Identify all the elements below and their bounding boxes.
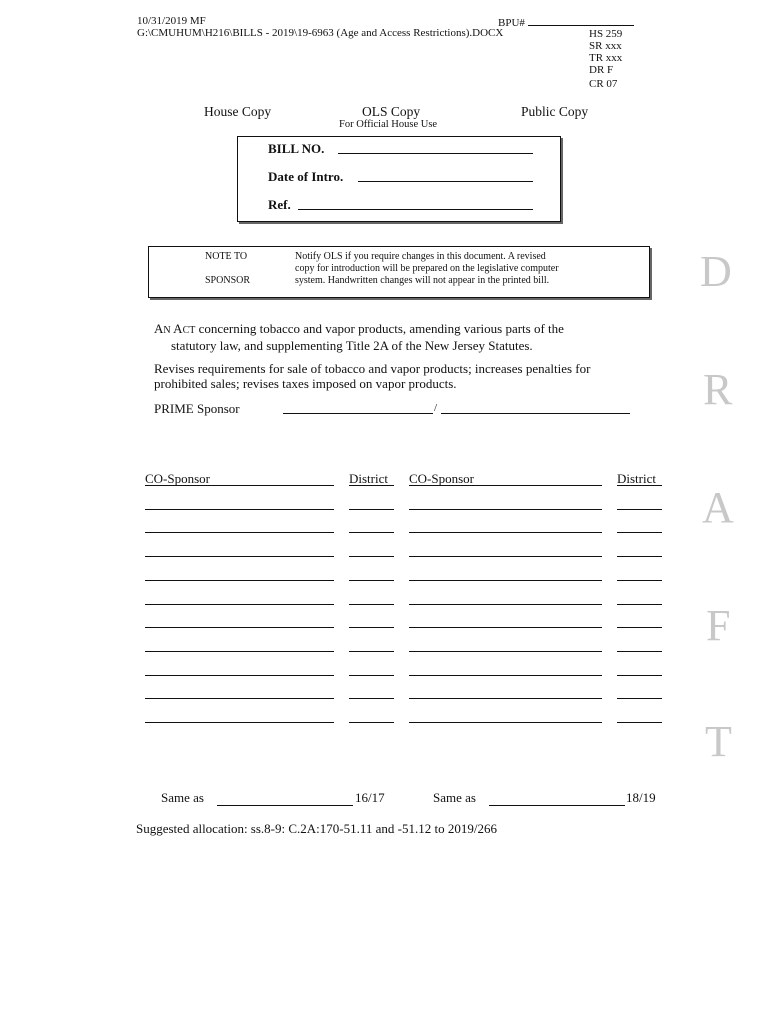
draft-watermark-r: R [703, 365, 733, 414]
draft-watermark-f: F [706, 601, 731, 650]
date-line: 10/31/2019 MF [137, 15, 206, 27]
cosponsor-name-line[interactable] [409, 485, 602, 486]
cosponsor-name-line[interactable] [145, 604, 334, 605]
act-prefix-small: CT [182, 325, 196, 336]
cosponsor-header-1: CO-Sponsor [145, 471, 211, 486]
same-as-blank-1[interactable] [217, 805, 353, 806]
cosponsor-name-line[interactable] [409, 580, 602, 581]
bpu-field [498, 15, 634, 29]
bill-no-blank[interactable] [338, 153, 533, 154]
district-line[interactable] [349, 556, 394, 557]
ols-copy-subtitle: For Official House Use [339, 119, 438, 130]
district-line[interactable] [617, 675, 662, 676]
cosponsor-name-line[interactable] [409, 651, 602, 652]
cosponsor-name-line[interactable] [409, 722, 602, 723]
cosponsor-name-line[interactable] [145, 651, 334, 652]
prime-sponsor-blank-2[interactable] [441, 413, 630, 414]
note-text [295, 251, 559, 287]
cosponsor-name-line[interactable] [145, 675, 334, 676]
draft-watermark-t: T [705, 717, 732, 766]
suggested-allocation: Suggested allocation: ss.8-9: C.2A:170-51.11 and -51.12 to 2019/266 [136, 821, 497, 836]
district-line[interactable] [617, 698, 662, 699]
district-line[interactable] [617, 580, 662, 581]
same-as-session-1: 16/17 [355, 790, 385, 805]
district-line[interactable] [349, 485, 394, 486]
code-hs: HS 259 [589, 28, 623, 40]
cosponsor-name-line[interactable] [145, 485, 334, 486]
act-title [154, 321, 684, 353]
bpu-blank [528, 15, 634, 26]
cosponsor-name-line[interactable] [145, 556, 334, 557]
prime-sponsor-separator: / [434, 402, 438, 414]
district-line[interactable] [349, 509, 394, 510]
house-copy-label: House Copy [204, 104, 272, 119]
code-sr: SR xxx [589, 40, 622, 52]
act-prefix: A [154, 321, 164, 336]
code-tr: TR xxx [589, 52, 623, 64]
cosponsor-name-line[interactable] [145, 722, 334, 723]
code-cr: CR 07 [589, 78, 618, 90]
file-path: G:\CMUHUM\H216\BILLS - 2019\19-6963 (Age and Access Restrictions).DOCX [137, 27, 504, 39]
note-to-sponsor-box [148, 246, 650, 298]
cosponsor-name-line[interactable] [145, 698, 334, 699]
district-line[interactable] [349, 698, 394, 699]
district-line[interactable] [617, 604, 662, 605]
same-as-blank-2[interactable] [489, 805, 625, 806]
ref-label: Ref. [268, 197, 291, 212]
cosponsor-name-line[interactable] [145, 627, 334, 628]
act-line-1 [154, 321, 684, 338]
bill-codes [589, 28, 622, 90]
act-line-2: statutory law, and supplementing Title 2A of the New Jersey Statutes. [171, 338, 533, 353]
district-header-1: District [349, 471, 388, 486]
cosponsor-name-line[interactable] [409, 556, 602, 557]
date-intro-blank[interactable] [358, 181, 533, 182]
cosponsor-name-line[interactable] [409, 604, 602, 605]
draft-watermark-d: D [700, 247, 732, 296]
same-as-label-1: Same as [161, 790, 204, 805]
cosponsor-name-line[interactable] [409, 532, 602, 533]
cosponsor-name-line[interactable] [145, 509, 334, 510]
cosponsor-name-line[interactable] [409, 675, 602, 676]
district-line[interactable] [617, 509, 662, 510]
synopsis-line: Revises requirements for sale of tobacco and vapor products; increases penalties for [154, 361, 591, 376]
code-dr: DR F [589, 64, 614, 76]
ols-copy-label: OLS Copy [362, 104, 421, 119]
public-copy-label: Public Copy [521, 104, 589, 119]
note-text-line: Notify OLS if you require changes in this document. A revised [295, 251, 546, 262]
note-label-1: NOTE TO [205, 251, 248, 262]
act-prefix: A [173, 321, 183, 336]
district-line[interactable] [349, 722, 394, 723]
district-line[interactable] [617, 651, 662, 652]
bill-info-box [237, 136, 561, 222]
cosponsor-name-line[interactable] [409, 698, 602, 699]
cosponsor-header-2: CO-Sponsor [409, 471, 475, 486]
district-line[interactable] [349, 627, 394, 628]
date-intro-label: Date of Intro. [268, 169, 344, 184]
district-line[interactable] [349, 580, 394, 581]
district-line[interactable] [617, 556, 662, 557]
cosponsor-name-line[interactable] [145, 580, 334, 581]
district-header-2: District [617, 471, 656, 486]
act-text: concerning tobacco and vapor products, amending various parts of the [198, 321, 564, 336]
synopsis [154, 361, 694, 391]
note-label-2: SPONSOR [205, 275, 251, 286]
same-as-label-2: Same as [433, 790, 476, 805]
district-line[interactable] [617, 532, 662, 533]
same-as-session-2: 18/19 [626, 790, 656, 805]
cosponsor-name-line[interactable] [409, 627, 602, 628]
district-line[interactable] [349, 675, 394, 676]
note-text-line: system. Handwritten changes will not appear in the printed bill. [295, 275, 550, 286]
prime-sponsor-blank-1[interactable] [283, 413, 433, 414]
district-line[interactable] [349, 604, 394, 605]
district-line[interactable] [349, 532, 394, 533]
prime-sponsor-label: PRIME Sponsor [154, 401, 240, 416]
note-text-line: copy for introduction will be prepared on the legislative computer [295, 263, 559, 274]
synopsis-line: prohibited sales; revises taxes imposed on vapor products. [154, 376, 457, 391]
draft-watermark-a: A [702, 483, 734, 532]
cosponsor-name-line[interactable] [409, 509, 602, 510]
bill-no-label: BILL NO. [268, 141, 325, 156]
act-prefix-small: N [163, 325, 171, 336]
district-line[interactable] [349, 651, 394, 652]
district-line[interactable] [617, 485, 662, 486]
ref-blank[interactable] [298, 209, 533, 210]
district-line[interactable] [617, 722, 662, 723]
bpu-label: BPU# [498, 17, 525, 29]
cosponsor-name-line[interactable] [145, 532, 334, 533]
district-line[interactable] [617, 627, 662, 628]
